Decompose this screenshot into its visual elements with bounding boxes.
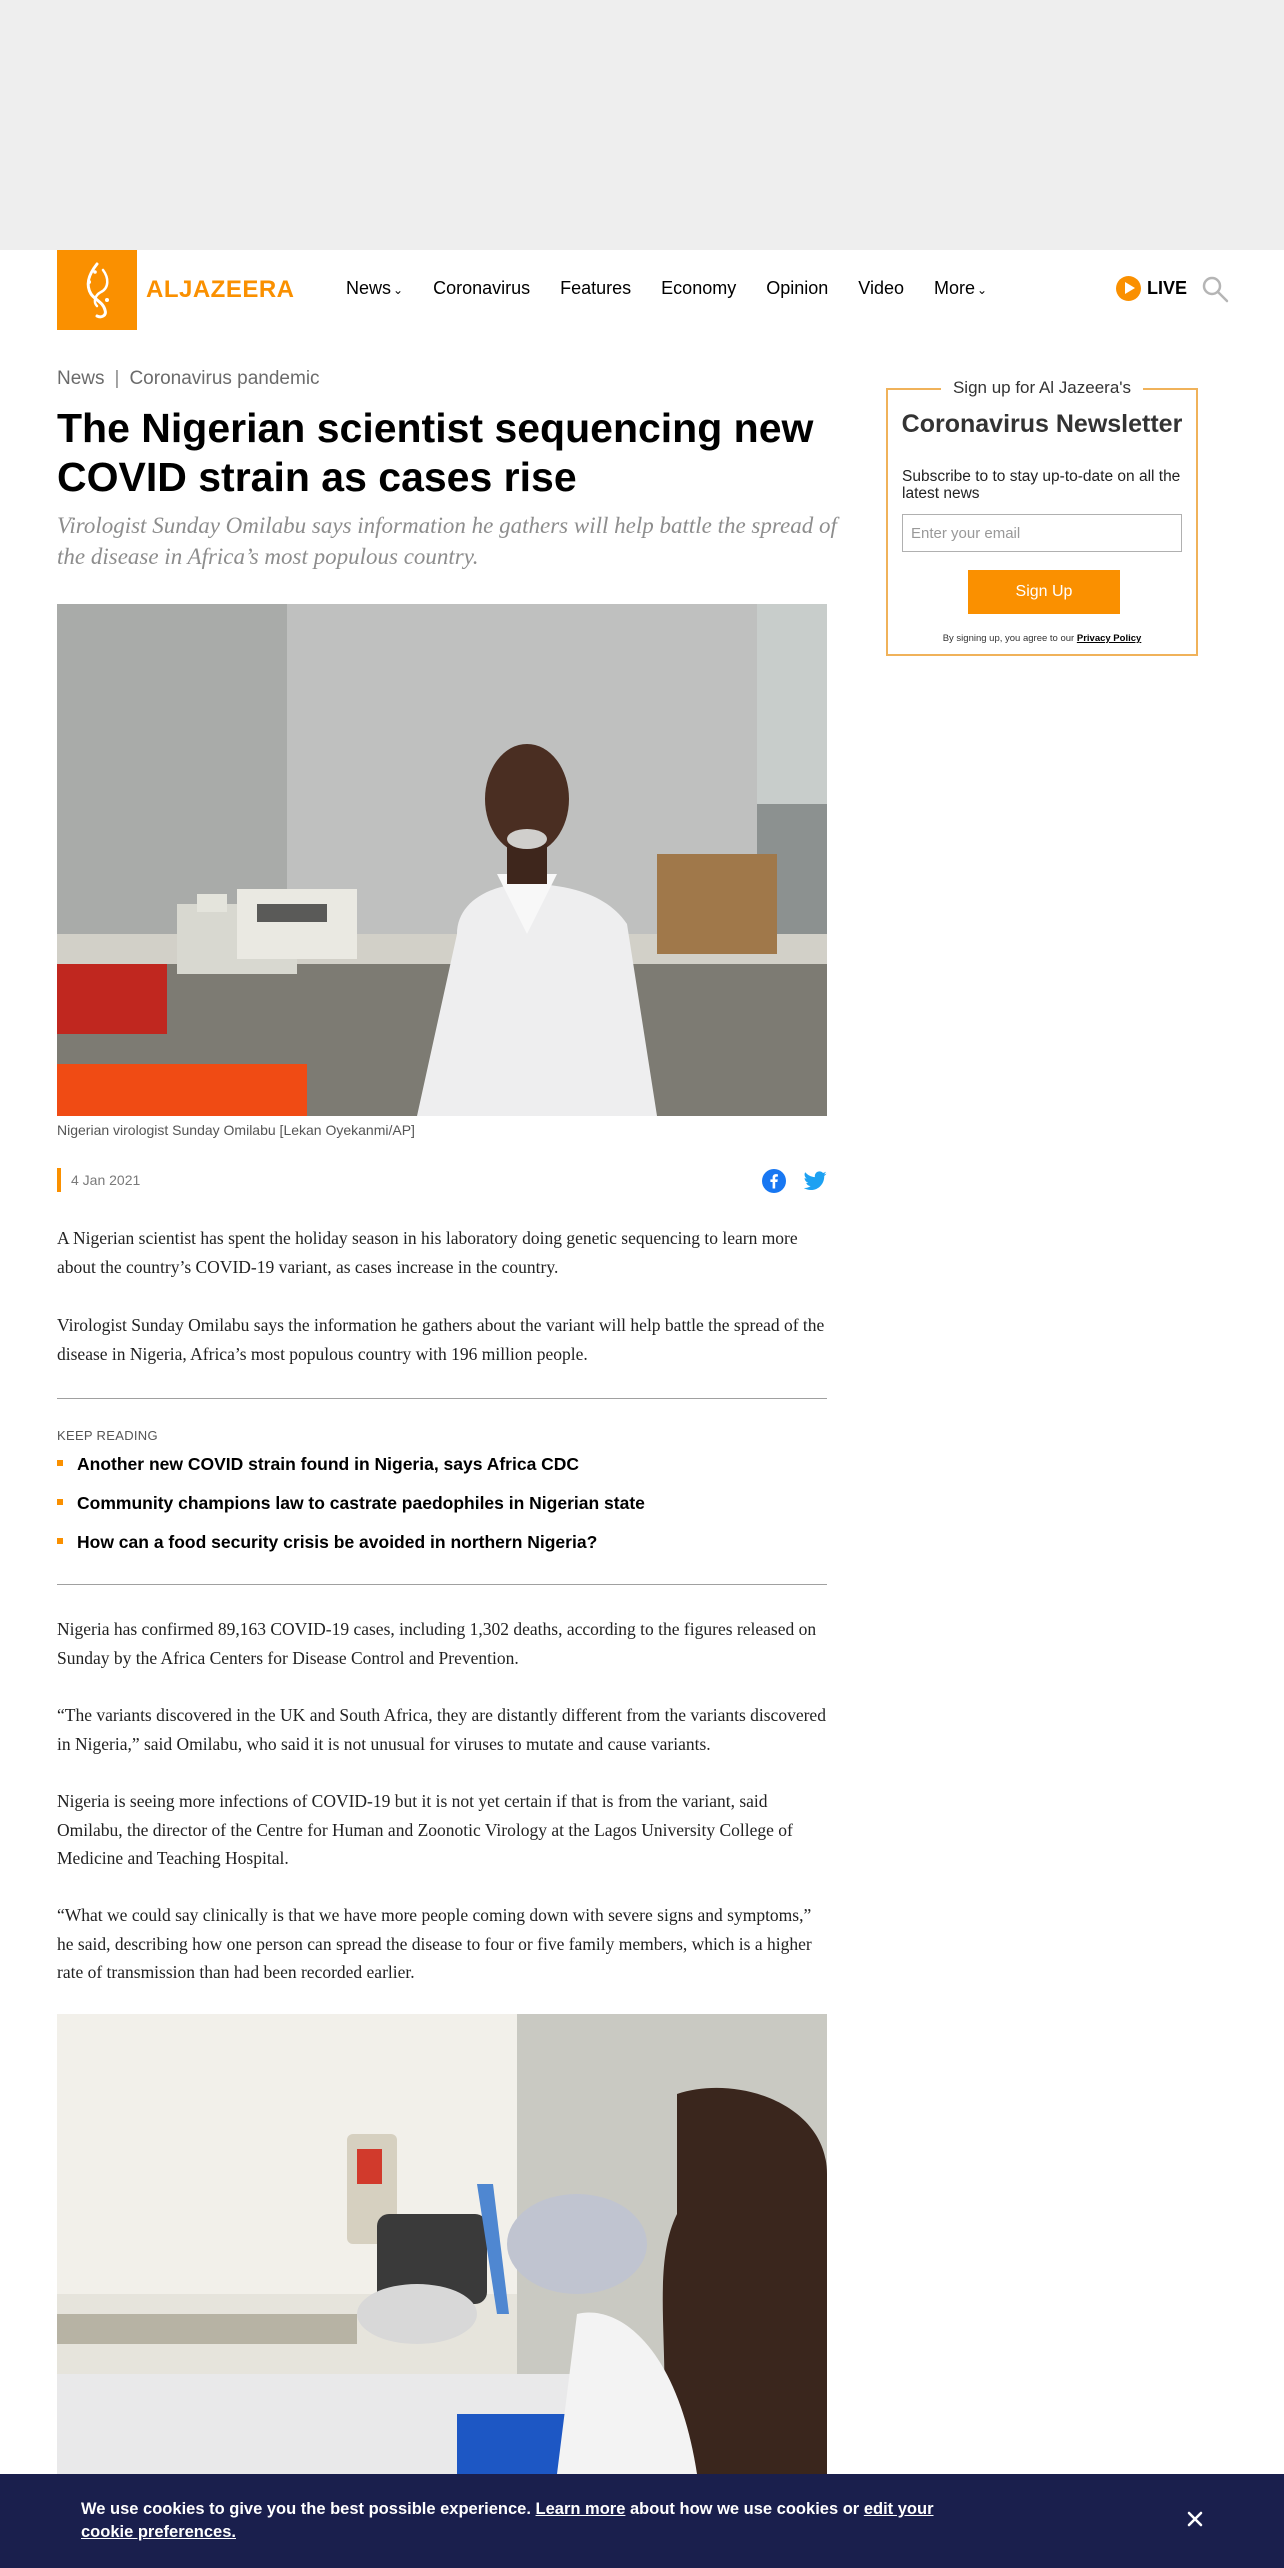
bullet-icon — [57, 1499, 63, 1505]
keep-reading-item[interactable] — [57, 1532, 597, 1553]
article-title: The Nigerian scientist sequencing new COVID strain as cases rise — [57, 405, 814, 500]
nav-label: News — [346, 278, 392, 298]
nav-label: Coronavirus — [433, 278, 531, 298]
nav-label: Video — [858, 278, 904, 298]
live-label: LIVE — [1147, 278, 1188, 298]
newsletter-title: Coronavirus Newsletter — [901, 410, 1183, 438]
newsletter-signup — [886, 378, 1198, 656]
nav-item-video[interactable] — [858, 278, 904, 299]
email-field[interactable] — [902, 514, 1182, 552]
publish-date: 4 Jan 2021 — [71, 1172, 141, 1188]
nav-item-features[interactable] — [560, 278, 631, 299]
keep-reading-link[interactable]: Another new COVID strain found in Nigeria, says Africa CDC — [77, 1454, 580, 1474]
breadcrumb — [57, 368, 320, 390]
bullet-icon — [57, 1460, 63, 1466]
lab-work-image — [57, 2014, 827, 2474]
privacy-policy-link[interactable]: Privacy Policy — [1076, 633, 1142, 644]
keep-reading-link[interactable]: How can a food security crisis be avoided in northern Nigeria? — [77, 1532, 598, 1552]
article-paragraph: Nigeria has confirmed 89,163 COVID-19 cases, including 1,302 deaths, according to the figures released on Sunday by the Africa Centers for Disease Control and Prevention. — [57, 1619, 817, 1668]
hero-image — [57, 604, 827, 1116]
newsletter-top-label: Sign up for Al Jazeera's — [941, 378, 1143, 397]
divider — [57, 1584, 827, 1585]
sign-up-button[interactable]: Sign Up — [968, 570, 1120, 614]
fine-print-text: By signing up, you agree to our — [942, 633, 1075, 644]
site-header — [0, 250, 1284, 332]
cookie-text-middle: about how we use cookies or — [630, 2500, 860, 2518]
divider — [57, 1398, 827, 1399]
article-paragraph: Nigeria is seeing more infections of COVID-19 but it is not yet certain if that is from the variant, said Omilabu, the director of the Centre for Human and Zoonotic Virology at the Lagos University College of Medicine and Teaching Hospital. — [57, 1791, 793, 1868]
nav-item-economy[interactable] — [661, 278, 736, 299]
article-paragraph: “The variants discovered in the UK and South Africa, they are distantly different from the variants discovered in Nigeria,” said Omilabu, who said it is not unusual for viruses to mutate and cause variants. — [57, 1705, 826, 1754]
article-subtitle: Virologist Sunday Omilabu says information he gathers will help battle the spread of the disease in Africa’s most populous country. — [57, 513, 837, 569]
article-paragraph: A Nigerian scientist has spent the holiday season in his laboratory doing genetic sequencing to learn more about the country’s COVID-19 variant, as cases increase in the country. — [57, 1228, 798, 1277]
cookie-message — [81, 2498, 981, 2544]
live-button[interactable] — [1116, 276, 1187, 301]
nav-label: More — [933, 278, 975, 298]
cookie-banner — [0, 2474, 1284, 2568]
cookie-text-start: We use cookies to give you the best possible experience. — [81, 2500, 531, 2518]
lab-scene-illustration — [57, 604, 827, 1116]
bullet-icon — [57, 1538, 63, 1544]
keep-reading-item[interactable] — [57, 1493, 645, 1514]
date-accent-bar — [57, 1168, 61, 1192]
keep-reading-link[interactable]: Community champions law to castrate paedophiles in Nigerian state — [77, 1493, 645, 1513]
keep-reading-item[interactable] — [57, 1454, 579, 1475]
hero-caption: Nigerian virologist Sunday Omilabu [Lekan Oyekanmi/AP] — [57, 1122, 415, 1138]
close-icon[interactable] — [1180, 2504, 1210, 2534]
nav-label: Economy — [661, 278, 737, 298]
nav-label: Features — [560, 278, 632, 298]
search-icon[interactable] — [1200, 274, 1230, 304]
nav-item-more[interactable] — [934, 278, 987, 299]
play-icon — [1116, 276, 1141, 301]
twitter-icon[interactable] — [804, 1171, 827, 1191]
aljazeera-logo-icon — [77, 260, 117, 320]
logo[interactable] — [57, 250, 137, 330]
nav-item-coronavirus[interactable] — [433, 278, 530, 299]
newsletter-fine-print — [888, 633, 1196, 644]
article-paragraph: Virologist Sunday Omilabu says the information he gathers about the variant will help battle the spread of the disease in Nigeria, Africa’s most populous country with 196 million people. — [57, 1315, 825, 1364]
newsletter-description: Subscribe to to stay up-to-date on all the latest news — [902, 468, 1181, 502]
chevron-down-icon: ⌄ — [393, 283, 404, 297]
logo-wordmark[interactable]: ALJAZEERA — [146, 276, 295, 303]
keep-reading-label: KEEP READING — [57, 1428, 158, 1443]
breadcrumb-news[interactable]: News — [57, 368, 105, 389]
article-paragraph: “What we could say clinically is that we have more people coming down with severe signs and symptoms,” he said, describing how one person can spread the disease to four or five family members, which is a higher rate of transmission than had been recorded earlier. — [57, 1905, 812, 1982]
nav-item-opinion[interactable] — [766, 278, 828, 299]
main-nav — [346, 278, 1017, 299]
newsletter-top-label-wrap — [888, 378, 1196, 398]
breadcrumb-separator: | — [114, 368, 120, 389]
edit-cookie-preferences-link[interactable]: edit your cookie preferences. — [81, 2500, 934, 2541]
nav-item-news[interactable] — [346, 278, 403, 299]
chevron-down-icon: ⌄ — [977, 283, 988, 297]
nav-label: Opinion — [766, 278, 829, 298]
facebook-icon[interactable] — [762, 1169, 786, 1193]
breadcrumb-coronavirus-pandemic[interactable]: Coronavirus pandemic — [129, 368, 320, 389]
learn-more-link[interactable]: Learn more — [535, 2500, 626, 2518]
lab-bench-illustration — [57, 2014, 827, 2474]
advertisement-area — [0, 0, 1284, 250]
